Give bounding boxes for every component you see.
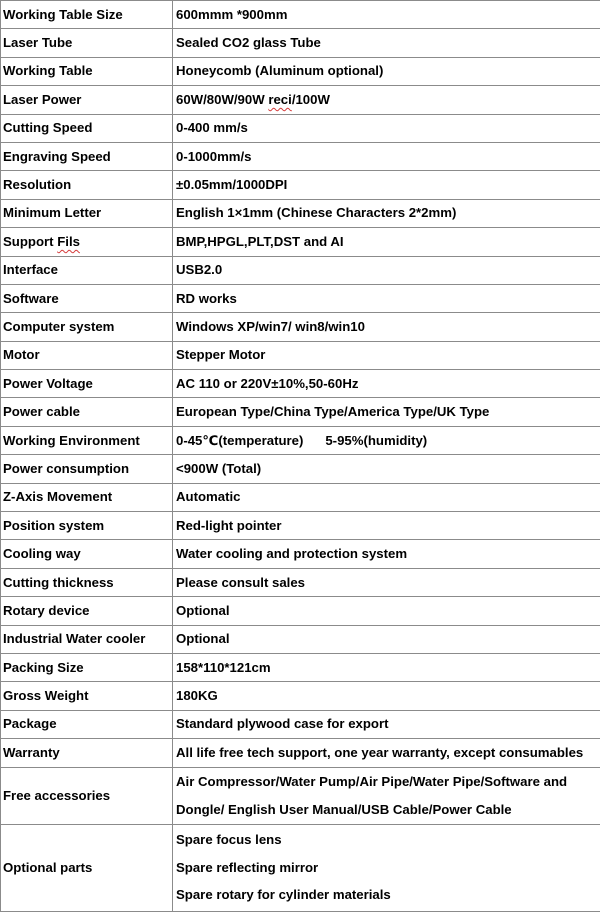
spec-label: Position system [1,512,173,540]
spec-value: English 1×1mm (Chinese Characters 2*2mm) [173,199,600,227]
spec-value: Sealed CO2 glass Tube [173,29,600,57]
optional-part-line: Spare rotary for cylinder materials [176,887,391,903]
spec-label: Working Table [1,57,173,85]
label-part: Support [3,233,58,249]
spec-value: Please consult sales [173,568,600,596]
spec-value: Optional [173,597,600,625]
spec-value: All life free tech support, one year warranty, except consumables [173,739,600,767]
spec-label: Power cable [1,398,173,426]
spec-value-multiline [173,767,600,824]
table-row [1,455,600,483]
spec-value: 180KG [173,682,600,710]
spec-value: 0-400 mm/s [173,114,600,142]
table-row [1,540,600,568]
table-row [1,256,600,284]
spec-label: Optional parts [1,824,173,911]
accessory-line: Air Compressor/Water Pump/Air Pipe/Water Pipe/Software and [176,774,568,790]
spec-value: USB2.0 [173,256,600,284]
spec-value [173,86,600,114]
spellcheck-word: Fils [57,233,80,249]
table-row [1,1,600,29]
spec-label: Power Voltage [1,370,173,398]
value-part: 60W/80W/90W [176,91,269,107]
spec-value: <900W (Total) [173,455,600,483]
table-row [1,739,600,767]
table-row-free-accessories [1,767,600,824]
value-part: /100W [291,91,330,107]
spec-value: 158*110*121cm [173,653,600,681]
accessory-line: Dongle/ English User Manual/USB Cable/Power Cable [176,801,512,817]
optional-part-line: Spare focus lens [176,832,282,848]
spec-label: Laser Power [1,86,173,114]
table-row-optional-parts [1,824,600,911]
table-row [1,86,600,114]
table-row [1,142,600,170]
spec-value: Water cooling and protection system [173,540,600,568]
spec-label: Cooling way [1,540,173,568]
table-row [1,398,600,426]
spec-label: Rotary device [1,597,173,625]
spec-value: Honeycomb (Aluminum optional) [173,57,600,85]
spec-label: Interface [1,256,173,284]
spec-label: Engraving Speed [1,142,173,170]
table-row [1,597,600,625]
table-row [1,426,600,454]
table-row [1,171,600,199]
spec-value: 0-45℃(temperature) 5-95%(humidity) [173,426,600,454]
table-row [1,228,600,256]
spec-label: Z-Axis Movement [1,483,173,511]
spec-value: BMP,HPGL,PLT,DST and AI [173,228,600,256]
table-row [1,114,600,142]
optional-part-line: Spare reflecting mirror [176,859,319,875]
spec-label: Cutting thickness [1,568,173,596]
spec-value: Stepper Motor [173,341,600,369]
table-row [1,682,600,710]
table-row [1,313,600,341]
spec-label: Working Environment [1,426,173,454]
spec-label: Warranty [1,739,173,767]
spec-value-multiline [173,824,600,911]
spec-value: 600mmm *900mm [173,1,600,29]
table-row [1,57,600,85]
spec-value: European Type/China Type/America Type/UK Type [173,398,600,426]
table-row [1,625,600,653]
spec-label: Industrial Water cooler [1,625,173,653]
spec-label: Packing Size [1,653,173,681]
spec-label: Computer system [1,313,173,341]
spec-value: Automatic [173,483,600,511]
spec-label: Power consumption [1,455,173,483]
table-row [1,370,600,398]
spec-value: RD works [173,284,600,312]
spec-value: 0-1000mm/s [173,142,600,170]
table-row [1,653,600,681]
spec-label: Laser Tube [1,29,173,57]
table-row [1,483,600,511]
table-row [1,512,600,540]
spec-label: Software [1,284,173,312]
table-row [1,341,600,369]
spec-table-body [1,1,600,912]
spec-value: Red-light pointer [173,512,600,540]
table-row [1,29,600,57]
spec-value: AC 110 or 220V±10%,50-60Hz [173,370,600,398]
table-row [1,199,600,227]
spec-label [1,228,173,256]
spec-value: Windows XP/win7/ win8/win10 [173,313,600,341]
spec-label: Resolution [1,171,173,199]
spec-label: Cutting Speed [1,114,173,142]
spec-value: ±0.05mm/1000DPI [173,171,600,199]
spec-label: Minimum Letter [1,199,173,227]
spellcheck-word: reci [268,91,292,107]
table-row [1,568,600,596]
spec-label: Gross Weight [1,682,173,710]
spec-value: Standard plywood case for export [173,710,600,738]
table-row [1,710,600,738]
spec-label: Motor [1,341,173,369]
spec-label: Free accessories [1,767,173,824]
spec-label: Working Table Size [1,1,173,29]
spec-value: Optional [173,625,600,653]
table-row [1,284,600,312]
spec-label: Package [1,710,173,738]
